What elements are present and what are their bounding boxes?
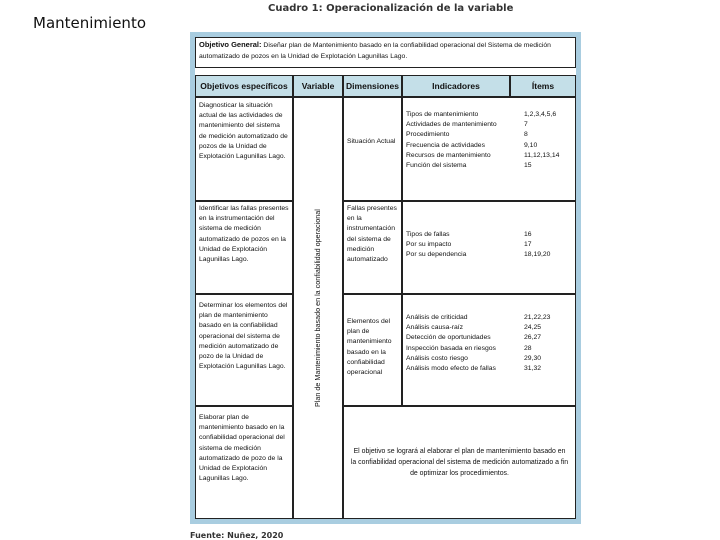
summary-text: El objetivo se logrará al elaborar el plan de mantenimiento basado en la confiabilidad operacional del sistema de medición automatizado a fin de optimizar los procedimientos.: [350, 448, 569, 477]
header-objetivos: Objetivos específicos: [195, 75, 293, 97]
objetivo-general-text: Diseñar plan de Mantenimiento basado en la confiabilidad operacional del Sistema de medición automatizado de pozos en la Unidad de Explotación Lagunillas Lago.: [199, 42, 551, 60]
table-caption: Cuadro 1: Operacionalización de la variable: [268, 3, 514, 14]
objetivo-general-cell: [195, 37, 576, 68]
indicator-row: Tipos de fallas 16: [406, 231, 532, 238]
document-image-frame: [190, 32, 581, 524]
indicator-row: Análisis costo riesgo 29,30: [406, 354, 542, 362]
dimension-cell-2: Fallas presentes en la instrumentación del sistema de medición automatizado: [343, 201, 402, 294]
objetivo-general-label: Objetivo General:: [199, 40, 262, 49]
indicator-row: Análisis causa-raíz 24,25: [406, 324, 542, 332]
indicator-row: Análisis modo efecto de fallas 31,32: [406, 365, 542, 373]
header-dimensiones: Dimensiones: [343, 75, 402, 97]
indicator-row: Frecuencia de actividades 9,10: [406, 141, 538, 149]
indicadores-cell-3: [402, 294, 576, 406]
indicator-row: Tipos de mantenimiento 1,2,3,4,5,6: [406, 111, 557, 118]
slide-title: Mantenimiento: [33, 14, 146, 32]
source-note: Fuente: Nuñez, 2020: [190, 531, 284, 540]
indicadores-cell-2: [402, 201, 576, 294]
objetivo-cell-1: Diagnosticar la situación actual de las actividades de mantenimiento del sistema de medición automatizado de pozos de la Unidad de Explotación Lagunillas Lago.: [195, 97, 293, 201]
operationalization-table: [195, 37, 576, 519]
indicator-row: Función del sistema 15: [406, 162, 532, 170]
variable-cell: [293, 97, 343, 519]
dimension-cell-3: Elementos del plan de mantenimiento basado en la confiabilidad operacional: [343, 294, 402, 406]
indicator-row: Procedimiento 8: [406, 131, 528, 139]
header-indicadores: Indicadores: [402, 75, 510, 97]
objetivo-cell-4: Elaborar plan de mantenimiento basado en la confiabilidad operacional del sistema de medición automatizado de pozo de la Unidad de Explotación Lagunillas Lago.: [195, 406, 293, 519]
indicator-row: Actividades de mantenimiento 7: [406, 121, 528, 129]
variable-text: Plan de Mantenimiento basado en la confiabilidad operacional: [312, 209, 322, 407]
indicator-row: Análisis de criticidad 21,22,23: [406, 314, 551, 321]
indicadores-cell-1: [402, 97, 576, 201]
objetivo-cell-3: Determinar los elementos del plan de mantenimiento basado en la confiabilidad operacional del sistema de medición automatizado de pozo de la Unidad de Explotación Lagunillas Lago.: [195, 294, 293, 406]
header-variable: Variable: [293, 75, 343, 97]
indicator-row: Por su impacto 17: [406, 241, 532, 249]
indicator-row: Por su dependencia 18,19,20: [406, 251, 551, 259]
dimension-text-1: Situación Actual: [347, 138, 396, 145]
header-items: Ítems: [510, 75, 576, 97]
objetivo-cell-2: Identificar las fallas presentes en la instrumentación del sistema de medición automatizado de pozos en la Unidad de Explotación Lagunillas Lago.: [195, 201, 293, 294]
summary-cell: [343, 406, 576, 519]
dimension-cell-1: [343, 97, 402, 201]
indicator-row: Inspección basada en riesgos 28: [406, 344, 532, 352]
indicator-row: Recursos de mantenimiento 11,12,13,14: [406, 151, 560, 159]
indicator-row: Detección de oportunidades 26,27: [406, 334, 542, 342]
